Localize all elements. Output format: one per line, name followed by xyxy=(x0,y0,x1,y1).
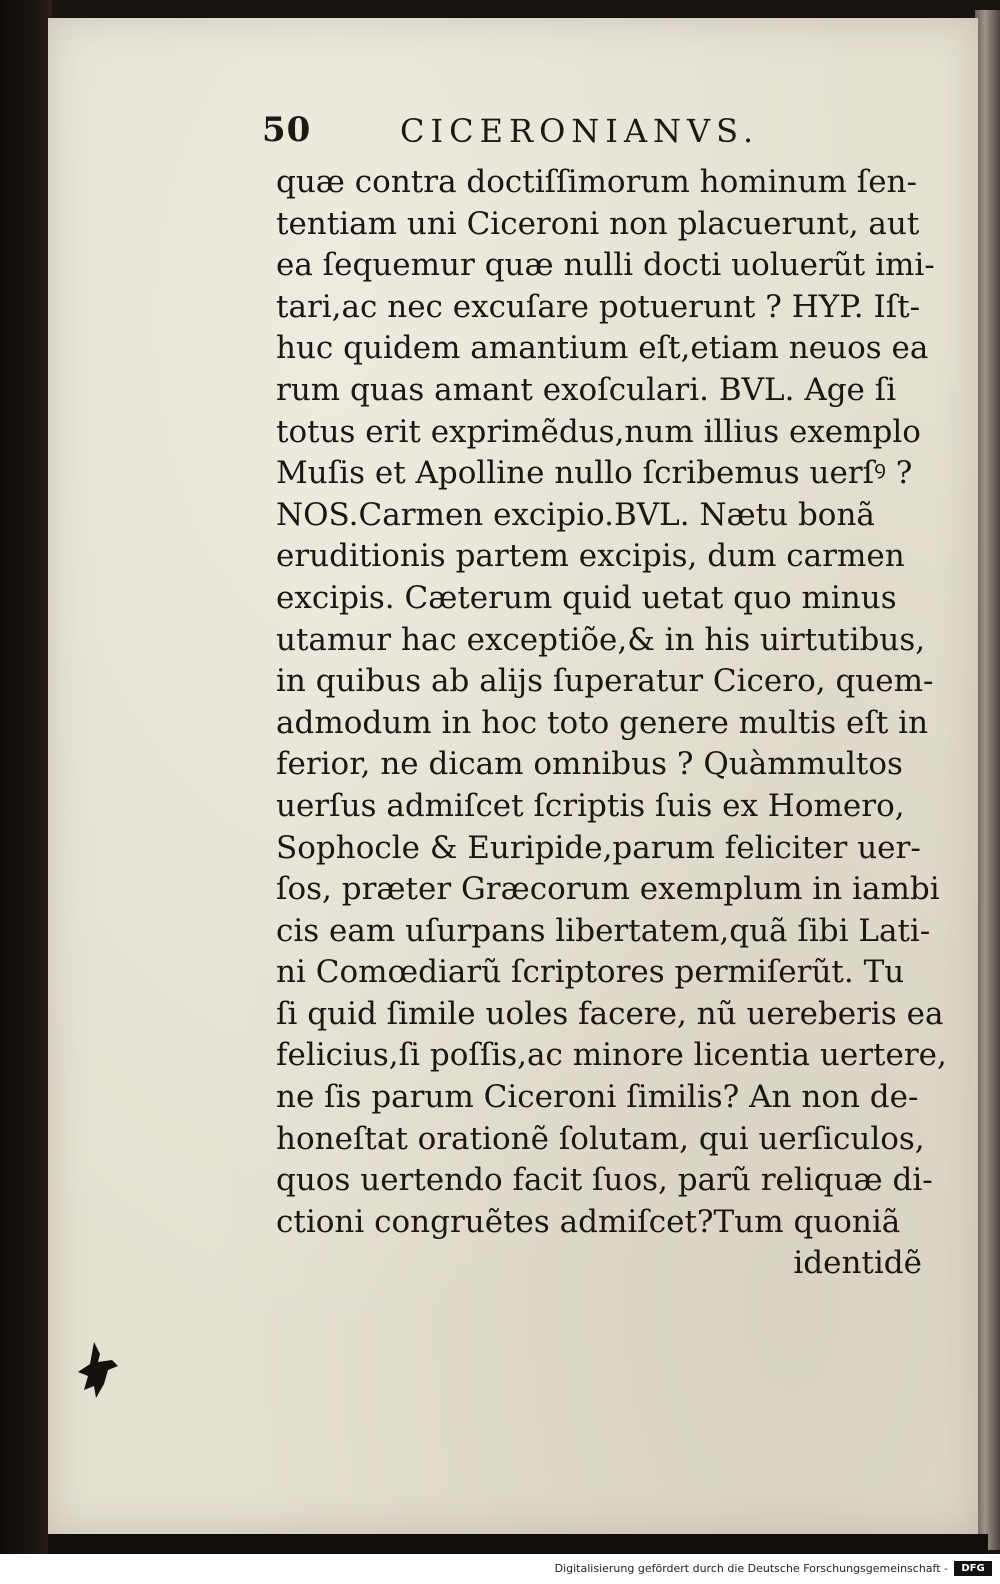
body-text xyxy=(276,162,947,1285)
dfg-logo: DFG xyxy=(954,1561,992,1576)
text-line: ſos, præter Græcorum exemplum in iambi xyxy=(276,871,940,908)
text-line: admodum in hoc toto genere multis eſt in xyxy=(276,704,929,741)
text-line: Sophocle & Euripide,parum feliciter uer- xyxy=(276,829,921,866)
page-stack-edge xyxy=(975,10,1000,1550)
text-line: ctioni congruẽtes admiſcet?Tum quoniã xyxy=(276,1203,901,1240)
text-line: rum quas amant exoſculari. BVL. Age ſi xyxy=(276,371,897,408)
text-line: tentiam uni Ciceroni non placuerunt, aut xyxy=(276,205,920,242)
text-line: quos uertendo facit ſuos, parũ reliquæ di- xyxy=(276,1162,933,1199)
page-header xyxy=(222,110,782,158)
text-line: ne ſis parum Ciceroni ſimilis? An non de- xyxy=(276,1079,919,1116)
text-line: eruditionis partem excipis, dum carmen xyxy=(276,538,905,575)
bottom-edge-shadow xyxy=(48,1534,988,1554)
text-line: ferior, ne dicam omnibus ? Quàmmultos xyxy=(276,746,903,783)
catchword: identidẽ xyxy=(793,1245,922,1282)
text-line: utamur hac exceptiõe,& in his uirtutibus, xyxy=(276,621,926,658)
text-line: Muſis et Apolline nullo ſcribemus uerſꝰ ? xyxy=(276,455,913,492)
text-line: totus erit exprimẽdus,num illius exemplo xyxy=(276,413,921,450)
text-line: tari,ac nec excuſare potuerunt ? HYP. Iſt- xyxy=(276,288,921,325)
book-spine-edge xyxy=(0,0,52,1560)
text-line: felicius,ſi poſſis,ac minore licentia uertere, xyxy=(276,1037,947,1074)
text-line: quæ contra doctiſſimorum hominum ſen- xyxy=(276,164,917,200)
digitization-footer xyxy=(0,1554,1000,1584)
text-line: ea ſequemur quæ nulli docti uoluerũt imi- xyxy=(276,247,935,284)
text-line: excipis. Cæterum quid uetat quo minus xyxy=(276,579,897,616)
text-line: huc quidem amantium eſt,etiam neuos ea xyxy=(276,330,929,367)
text-line: cis eam uſurpans libertatem,quã ſibi Lati- xyxy=(276,912,931,949)
text-line: uerſus admiſcet ſcriptis ſuis ex Homero, xyxy=(276,787,905,824)
text-line: in quibus ab alijs ſuperatur Cicero, quem- xyxy=(276,663,934,700)
text-line: honeſtat orationẽ ſolutam, qui uerſiculos, xyxy=(276,1120,925,1157)
ink-stain-icon xyxy=(74,1340,128,1400)
text-line: NOS.Carmen excipio.BVL. Nætu bonã xyxy=(276,496,875,533)
text-line: ſi quid ſimile uoles facere, nũ uereberis ea xyxy=(276,995,944,1032)
running-head: CICERONIANVS. xyxy=(400,112,760,150)
page-number: 50 xyxy=(262,110,312,150)
text-line: ni Comœdiarũ ſcriptores permiſerũt. Tu xyxy=(276,954,905,991)
funding-credit: Digitalisierung gefördert durch die Deutsche Forschungsgemeinschaft - xyxy=(554,1562,948,1575)
